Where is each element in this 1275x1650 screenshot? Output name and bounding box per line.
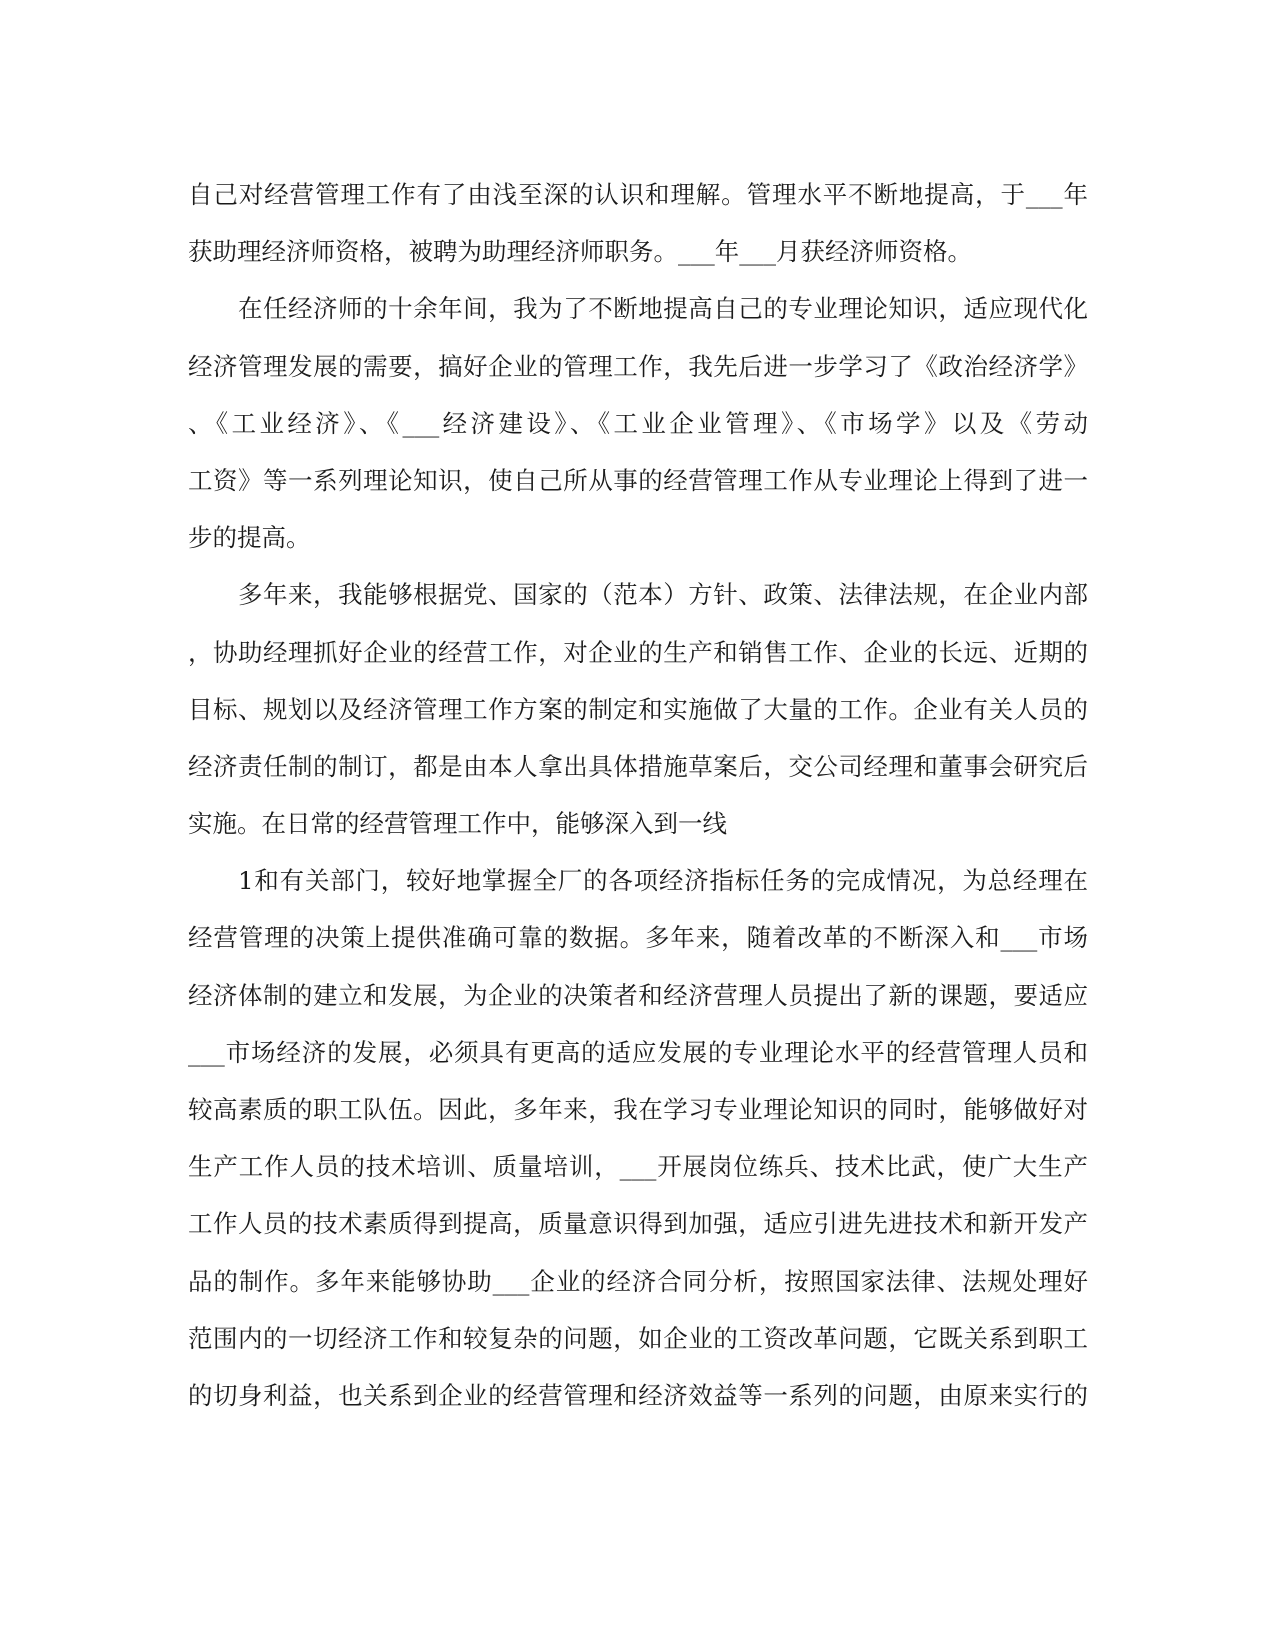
text-line: 经济管理发展的需要，搞好企业的管理工作，我先后进一步学习了《政治经济学》 bbox=[188, 351, 1088, 381]
text-line: 、《工业经济》、《___经济建设》、《工业企业管理》、《市场学》以及《劳动 bbox=[188, 408, 1088, 438]
text-line: ___市场经济的发展，必须具有更高的适应发展的专业理论水平的经营管理人员和 bbox=[188, 1037, 1088, 1067]
text-line: 工作人员的技术素质得到提高，质量意识得到加强，适应引进先进技术和新开发产 bbox=[188, 1209, 1088, 1239]
text-line: 范围内的一切经济工作和较复杂的问题，如企业的工资改革问题，它既关系到职工 bbox=[188, 1323, 1088, 1353]
text-line: 1和有关部门，较好地掌握全厂的各项经济指标任务的完成情况，为总经理在 bbox=[238, 866, 1088, 896]
text-line: ，协助经理抓好企业的经营工作，对企业的生产和销售工作、企业的长远、近期的 bbox=[188, 637, 1088, 667]
text-line: 经营管理的决策上提供准确可靠的数据。多年来，随着改革的不断深入和___市场 bbox=[188, 923, 1088, 953]
text-line: 的切身利益，也关系到企业的经营管理和经济效益等一系列的问题，由原来实行的 bbox=[188, 1380, 1088, 1410]
text-line: 步的提高。 bbox=[188, 523, 311, 553]
text-line: 多年来，我能够根据党、国家的（范本）方针、政策、法律法规，在企业内部 bbox=[238, 580, 1088, 610]
text-line: 生产工作人员的技术培训、质量培训，___开展岗位练兵、技术比武，使广大生产 bbox=[188, 1152, 1088, 1182]
text-line: 实施。在日常的经营管理工作中，能够深入到一线 bbox=[188, 809, 727, 839]
text-line: 目标、规划以及经济管理工作方案的制定和实施做了大量的工作。企业有关人员的 bbox=[188, 694, 1088, 724]
text-line: 自己对经营管理工作有了由浅至深的认识和理解。管理水平不断地提高，于___年 bbox=[188, 180, 1088, 209]
document-body bbox=[188, 166, 1088, 1424]
text-line: 品的制作。多年来能够协助___企业的经济合同分析，按照国家法律、法规处理好 bbox=[188, 1266, 1088, 1296]
text-line: 经济体制的建立和发展，为企业的决策者和经济营理人员提出了新的课题，要适应 bbox=[188, 980, 1088, 1010]
text-line: 较高素质的职工队伍。因此，多年来，我在学习专业理论知识的同时，能够做好对 bbox=[188, 1095, 1088, 1124]
text-line: 在任经济师的十余年间，我为了不断地提高自己的专业理论知识，适应现代化 bbox=[238, 294, 1088, 324]
text-line: 经济责任制的制订，都是由本人拿出具体措施草案后，交公司经理和董事会研究后 bbox=[188, 751, 1088, 781]
text-line: 获助理经济师资格，被聘为助理经济师职务。___年___月获经济师资格。 bbox=[188, 237, 972, 267]
text-line: 工资》等一系列理论知识，使自己所从事的经营管理工作从专业理论上得到了进一 bbox=[188, 465, 1088, 495]
